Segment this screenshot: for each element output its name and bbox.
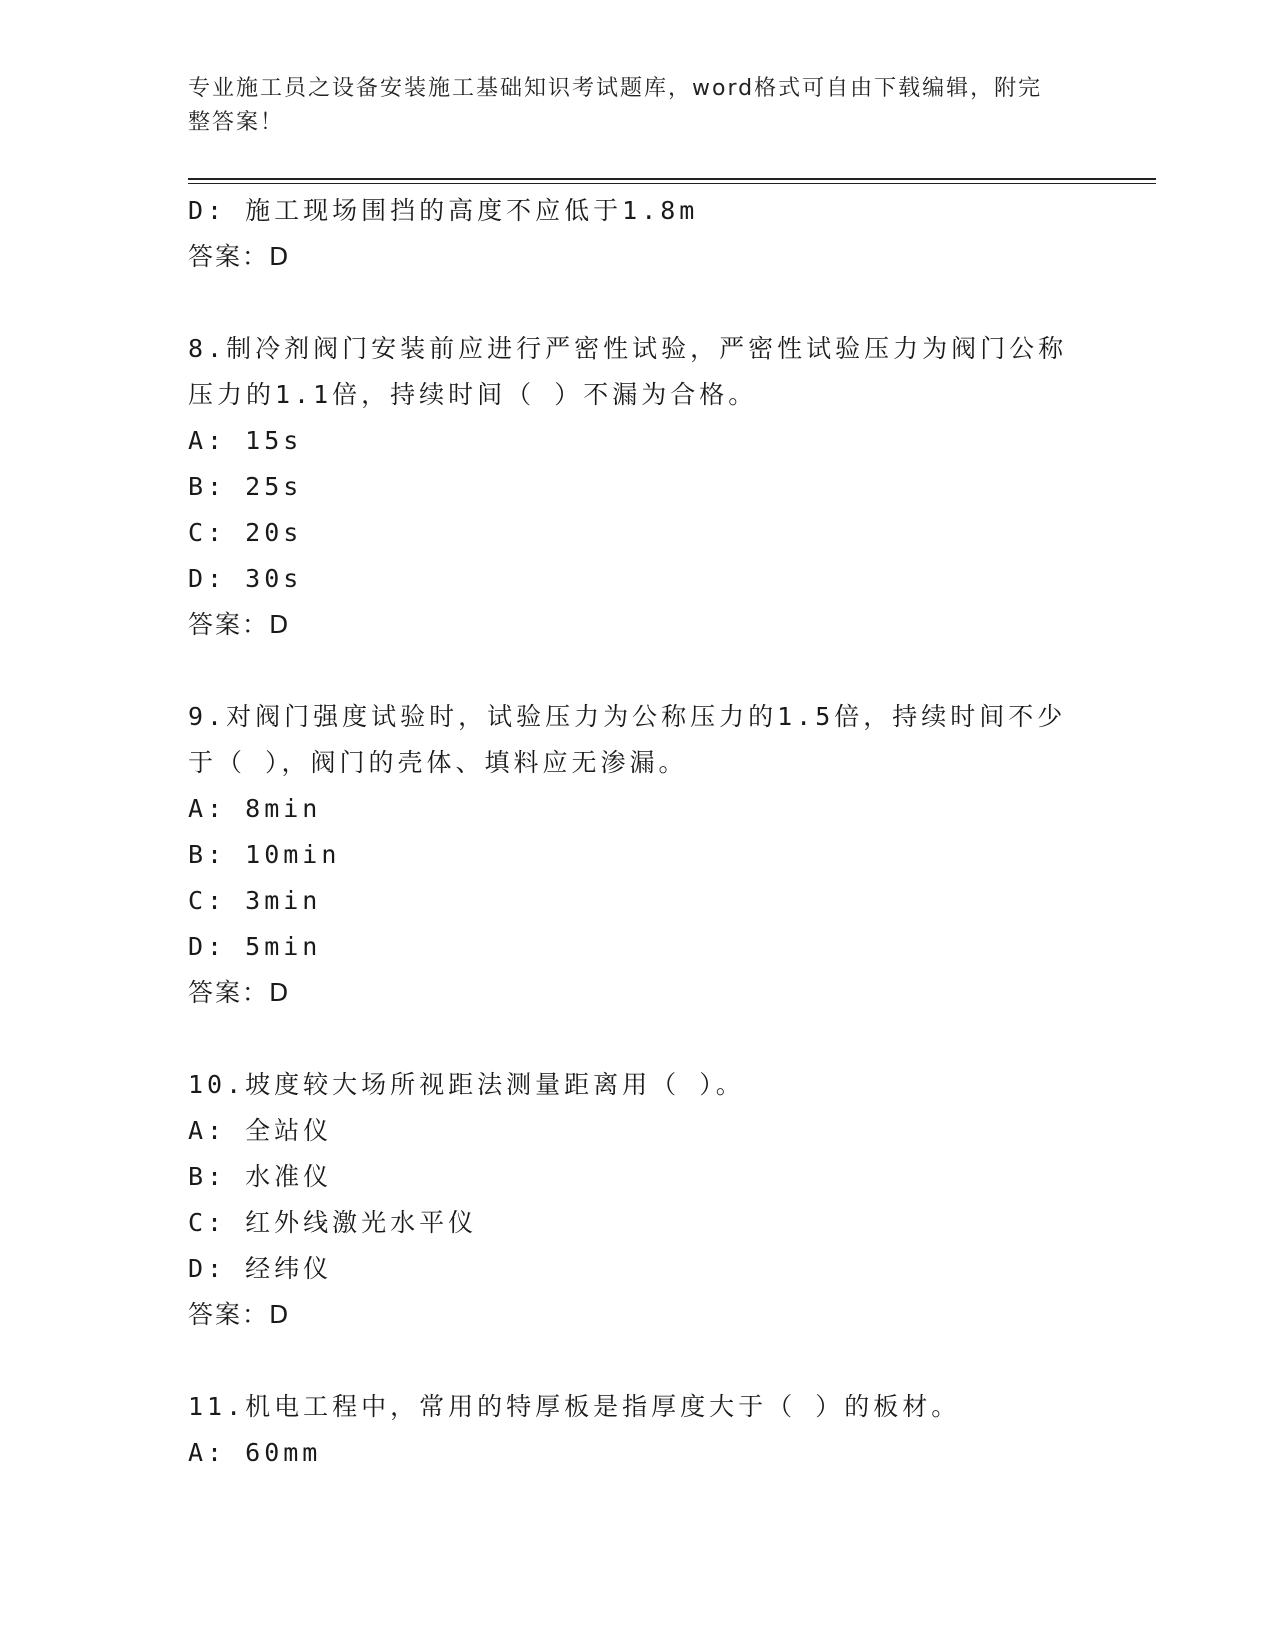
option-a: A: 15s	[188, 426, 303, 455]
option-b: B: 10min	[188, 840, 341, 869]
option-d: D: 30s	[188, 564, 303, 593]
question-stem-line: 于（ ），阀门的壳体、填料应无渗漏。	[188, 748, 688, 777]
spacer	[188, 1016, 1088, 1062]
option-b: B: 水准仪	[188, 1162, 333, 1191]
option-c: C: 20s	[188, 518, 303, 547]
answer-line: 答案：D	[188, 610, 291, 639]
question-stem-line: 压力的1.1倍，持续时间（ ）不漏为合格。	[188, 380, 758, 409]
question-stem-line: 9.对阀门强度试验时，试验压力为公称压力的1.5倍，持续时间不少	[188, 702, 1067, 731]
option-a: A: 8min	[188, 794, 322, 823]
question-stem-line: 10.坡度较大场所视距法测量距离用（ ）。	[188, 1070, 745, 1099]
question-11	[188, 1384, 1088, 1476]
question-list	[188, 188, 1088, 1476]
option-a: A: 60mm	[188, 1438, 322, 1467]
spacer	[188, 648, 1088, 694]
spacer	[188, 1338, 1088, 1384]
header-line-1: 专业施工员之设备安装施工基础知识考试题库，word格式可自由下载编辑，附完	[188, 76, 1043, 101]
spacer	[188, 280, 1088, 326]
header-divider-thin	[188, 183, 1156, 184]
question-8	[188, 326, 1088, 648]
question-stem-line: 8.制冷剂阀门安装前应进行严密性试验，严密性试验压力为阀门公称	[188, 334, 1068, 363]
answer-line: 答案：D	[188, 978, 291, 1007]
question-10	[188, 1062, 1088, 1338]
document-header	[188, 72, 1068, 140]
answer-line: 答案：D	[188, 1300, 291, 1329]
header-divider-thick	[188, 178, 1156, 180]
question-stem-line: 11.机电工程中，常用的特厚板是指厚度大于（ ）的板材。	[188, 1392, 961, 1421]
option-d: D: 5min	[188, 932, 322, 961]
option-c: C: 红外线激光水平仪	[188, 1208, 478, 1237]
question-9	[188, 694, 1088, 1016]
answer-line: 答案：D	[188, 242, 291, 271]
header-line-2: 整答案！	[188, 110, 285, 135]
option-c: C: 3min	[188, 886, 322, 915]
option-b: B: 25s	[188, 472, 303, 501]
option-a: A: 全站仪	[188, 1116, 333, 1145]
option-d: D: 经纬仪	[188, 1254, 333, 1283]
option-d: D: 施工现场围挡的高度不应低于1.8m	[188, 196, 699, 225]
